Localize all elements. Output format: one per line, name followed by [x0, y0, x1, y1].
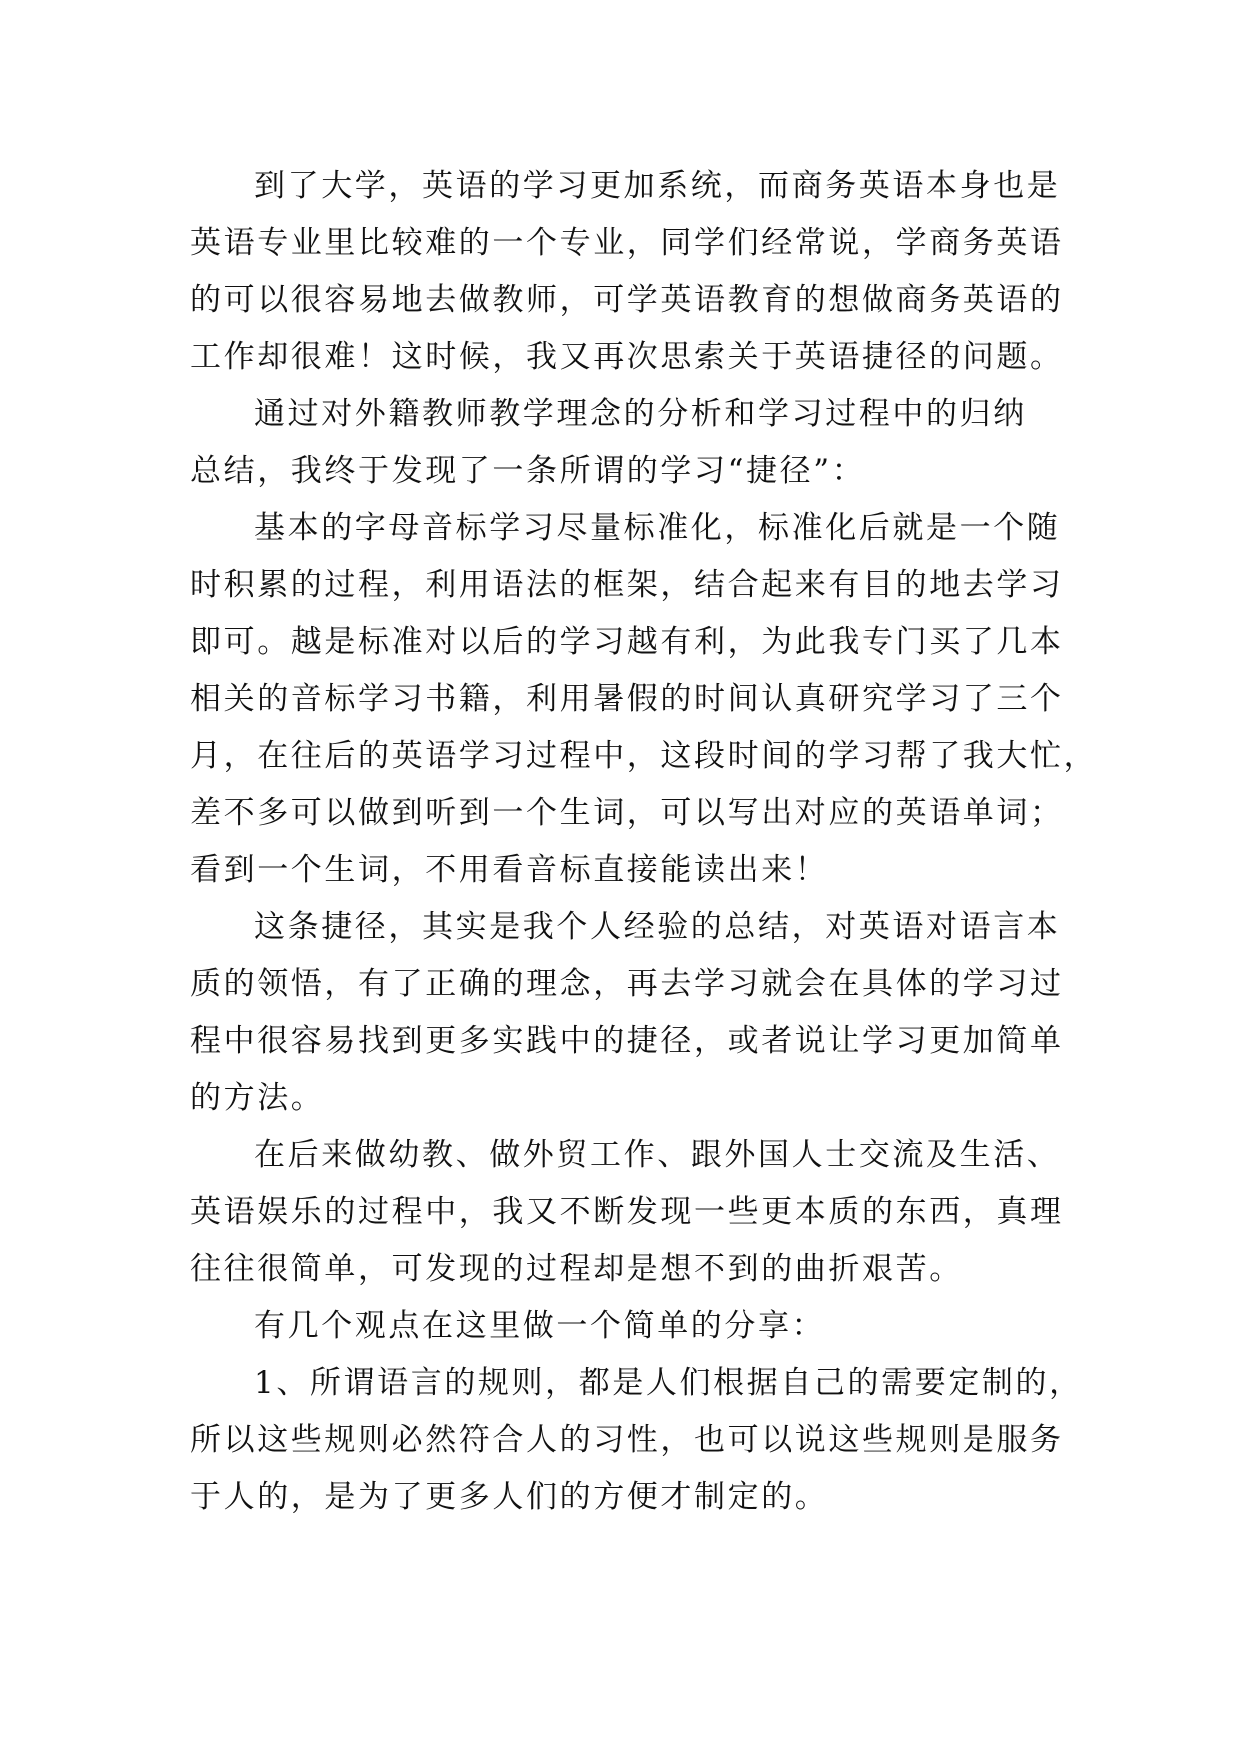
text-line: 有几个观点在这里做一个简单的分享： — [254, 1308, 826, 1344]
paragraph — [190, 386, 1050, 500]
text-line: 差不多可以做到听到一个生词，可以写出对应的英语单词； — [190, 795, 1064, 831]
text-line: 工作却很难！这时候，我又再次思索关于英语捷径的问题。 — [190, 339, 1064, 375]
text-line: 相关的音标学习书籍，利用暑假的时间认真研究学习了三个 — [190, 681, 1064, 717]
paragraph — [190, 500, 1098, 899]
paragraph — [190, 1355, 1083, 1526]
text-line: 英语专业里比较难的一个专业，同学们经常说，学商务英语 — [190, 225, 1064, 261]
text-line: 英语娱乐的过程中，我又不断发现一些更本质的东西，真理 — [190, 1194, 1064, 1230]
text-line: 的可以很容易地去做教师，可学英语教育的想做商务英语的 — [190, 282, 1064, 318]
paragraph — [190, 1127, 1064, 1298]
text-line: 通过对外籍教师教学理念的分析和学习过程中的归纳 — [254, 396, 1027, 432]
text-line: 所以这些规则必然符合人的习性，也可以说这些规则是服务 — [190, 1422, 1064, 1458]
text-line: 的方法。 — [190, 1080, 325, 1116]
text-line: 时积累的过程，利用语法的框架，结合起来有目的地去学习 — [190, 567, 1064, 603]
text-line: 质的领悟，有了正确的理念，再去学习就会在具体的学习过 — [190, 966, 1064, 1002]
paragraph — [190, 1298, 1050, 1355]
text-line: 于人的，是为了更多人们的方便才制定的。 — [190, 1479, 829, 1515]
text-line: 程中很容易找到更多实践中的捷径，或者说让学习更加简单 — [190, 1023, 1064, 1059]
text-line: 这条捷径，其实是我个人经验的总结，对英语对语言本 — [254, 909, 1061, 945]
document-body — [190, 158, 1098, 1526]
text-line: 到了大学，英语的学习更加系统，而商务英语本身也是 — [254, 168, 1061, 204]
text-line: 往往很简单，可发现的过程却是想不到的曲折艰苦。 — [190, 1251, 963, 1287]
text-line: 总结，我终于发现了一条所谓的学习“捷径”： — [190, 453, 866, 489]
text-line: 基本的字母音标学习尽量标准化，标准化后就是一个随 — [254, 510, 1061, 546]
paragraph — [190, 158, 1064, 386]
text-line: 月，在往后的英语学习过程中，这段时间的学习帮了我大忙， — [190, 738, 1098, 774]
text-line: 1、所谓语言的规则，都是人们根据自己的需要定制的， — [254, 1365, 1083, 1401]
text-line: 看到一个生词，不用看音标直接能读出来！ — [190, 852, 829, 888]
text-line: 即可。越是标准对以后的学习越有利，为此我专门买了几本 — [190, 624, 1064, 660]
paragraph — [190, 899, 1064, 1127]
text-line: 在后来做幼教、做外贸工作、跟外国人士交流及生活、 — [254, 1137, 1061, 1173]
